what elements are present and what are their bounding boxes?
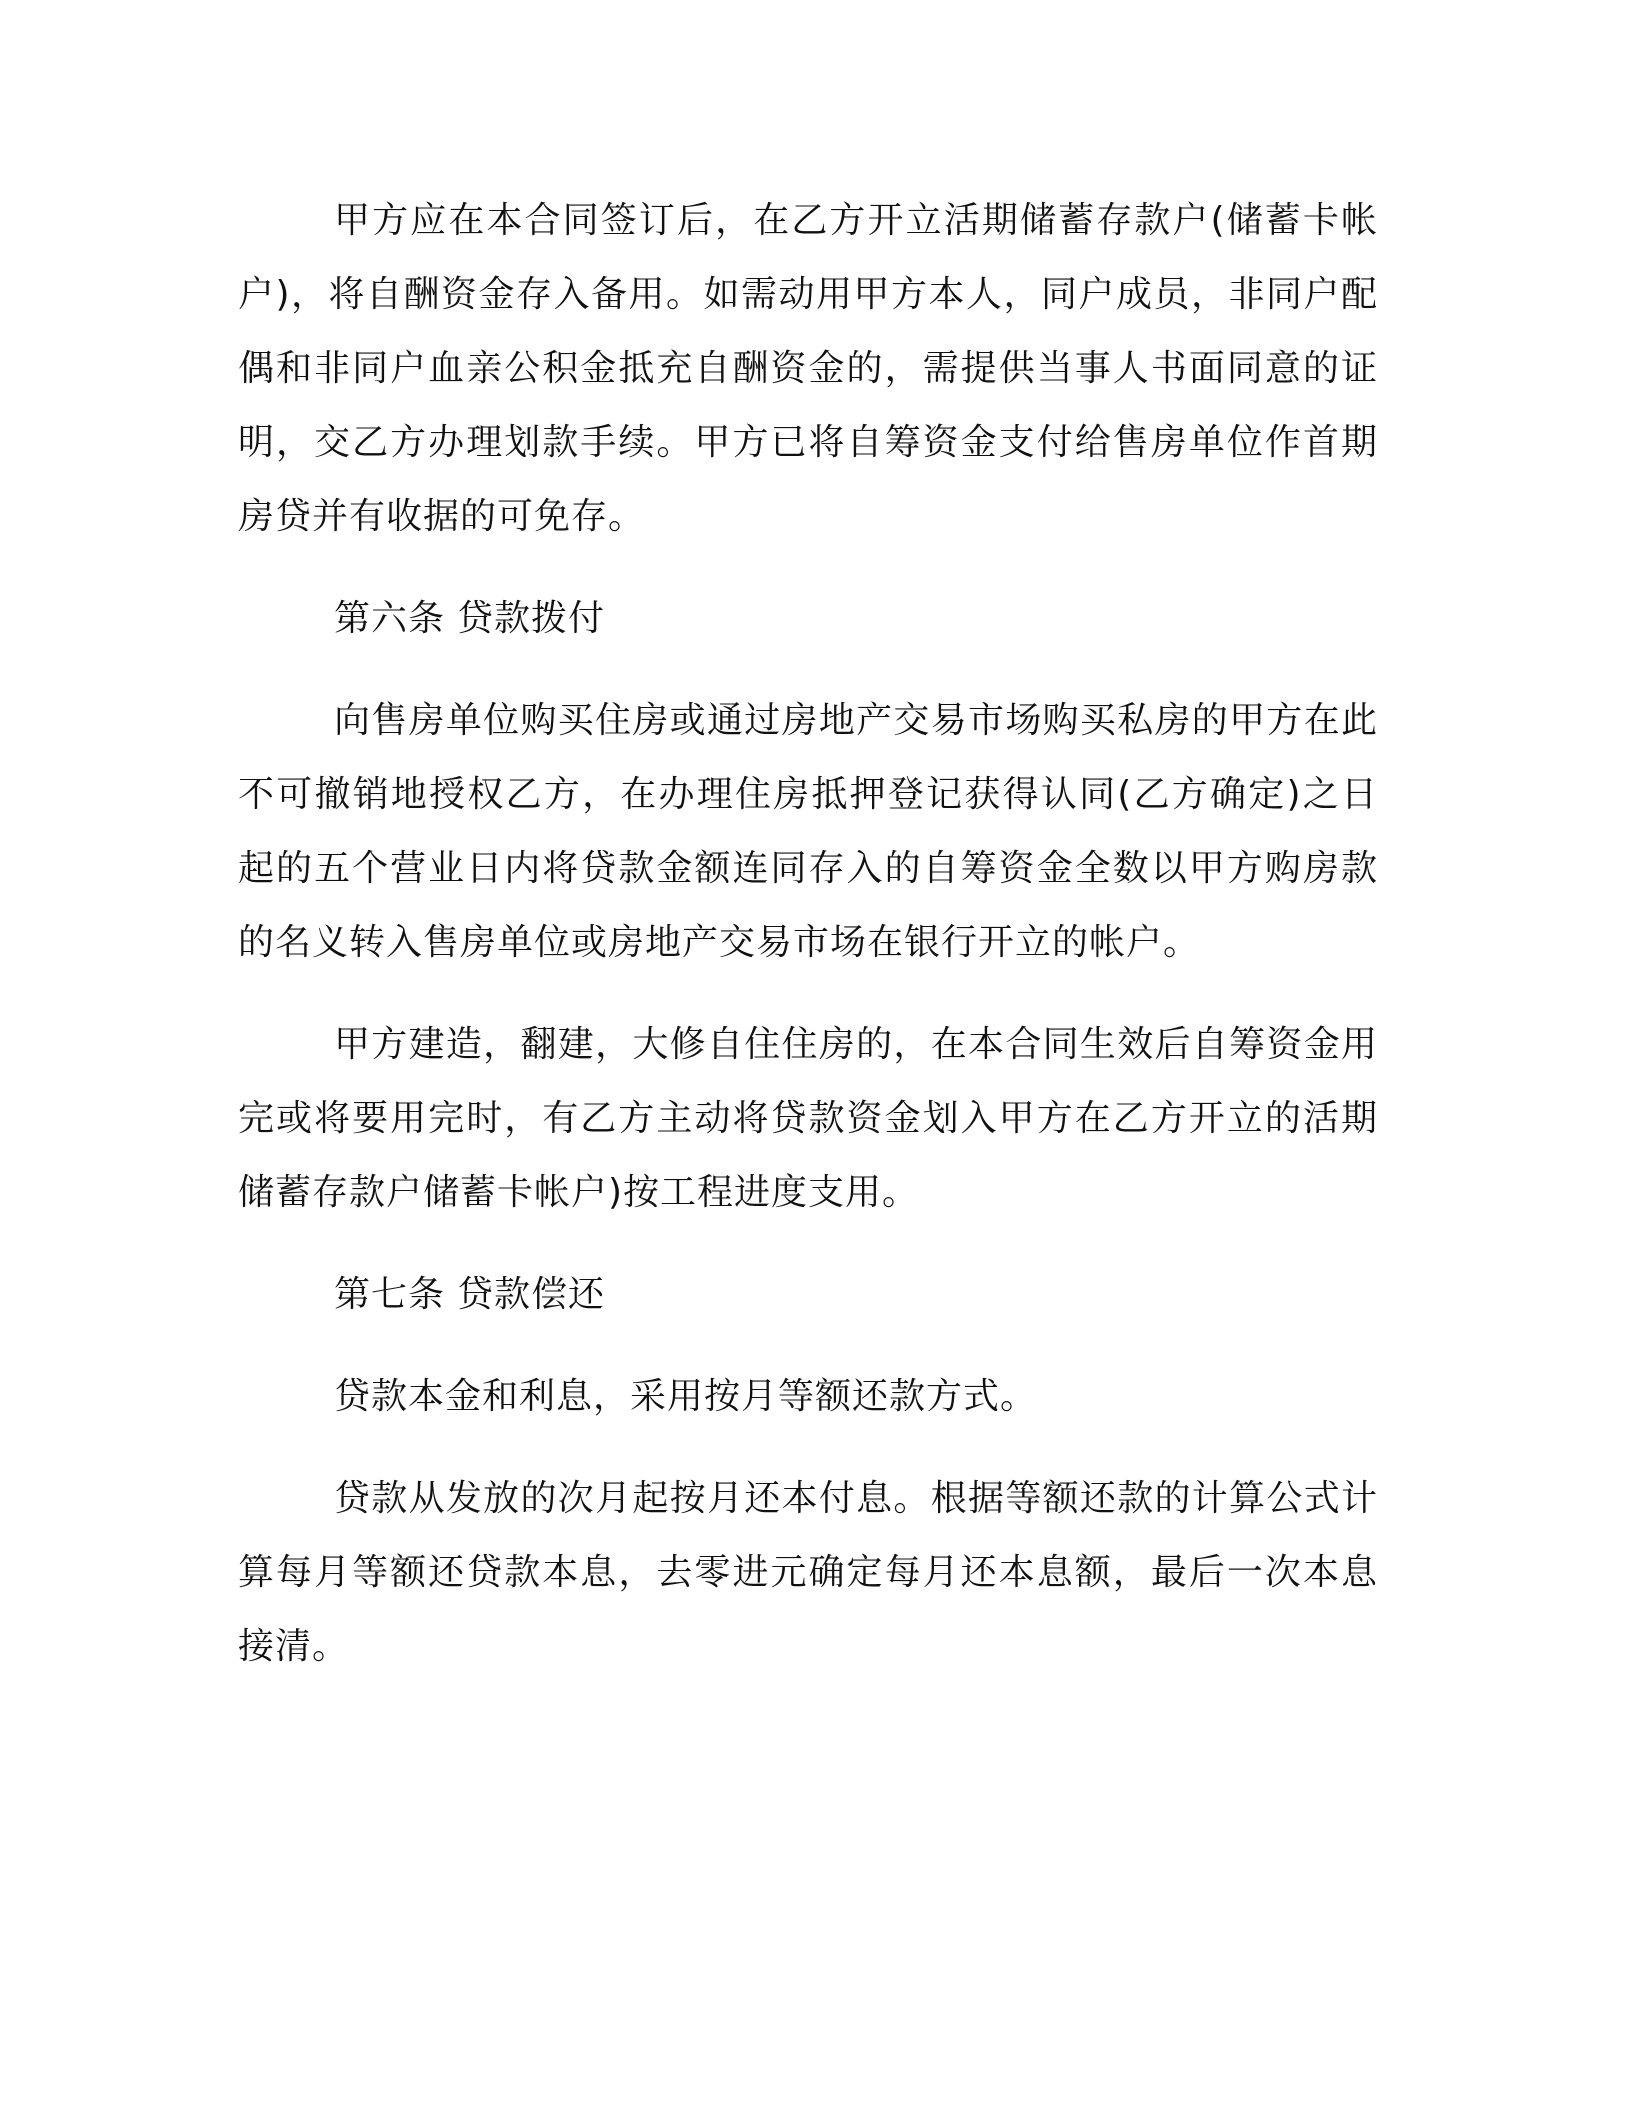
paragraph-repayment-method: 贷款本金和利息，采用按月等额还款方式。 [334,1376,1038,1417]
article-number: 第七条 [334,1274,446,1315]
article-title: 贷款偿还 [457,1274,606,1315]
article-6-heading [238,582,1378,656]
paragraph-loan-disbursement-construction: 甲方建造，翻建，大修自住住房的，在本合同生效后自筹资金用完或将要用完时，有乙方主动将贷款资金划入甲方在乙方开立的活期储蓄存款户储蓄卡帐户)按工程进度支用。 [238,1024,1378,1213]
paragraph-loan-disbursement-purchase: 向售房单位购买住房或通过房地产交易市场购买私房的甲方在此不可撤销地授权乙方，在办理住房抵押登记获得认同(乙方确定)之日起的五个营业日内将贷款金额连同存入的自筹资金全数以甲方购房款的名义转入售房单位或房地产交易市场在银行开立的帐户。 [238,700,1378,963]
paragraph-repayment-schedule: 贷款从发放的次月起按月还本付息。根据等额还款的计算公式计算每月等额还贷款本息，去零进元确定每月还本息额，最后一次本息接清。 [238,1478,1378,1667]
document-body [238,184,1378,1712]
article-number: 第六条 [334,598,446,639]
paragraph-self-funds-deposit: 甲方应在本合同签订后，在乙方开立活期储蓄存款户(储蓄卡帐户)，将自酬资金存入备用。如需动用甲方本人，同户成员，非同户配偶和非同户血亲公积金抵充自酬资金的，需提供当事人书面同意的证明，交乙方办理划款手续。甲方已将自筹资金支付给售房单位作首期房贷并有收据的可免存。 [238,200,1378,537]
article-title: 贷款拨付 [457,598,606,639]
article-7-heading [238,1258,1378,1332]
